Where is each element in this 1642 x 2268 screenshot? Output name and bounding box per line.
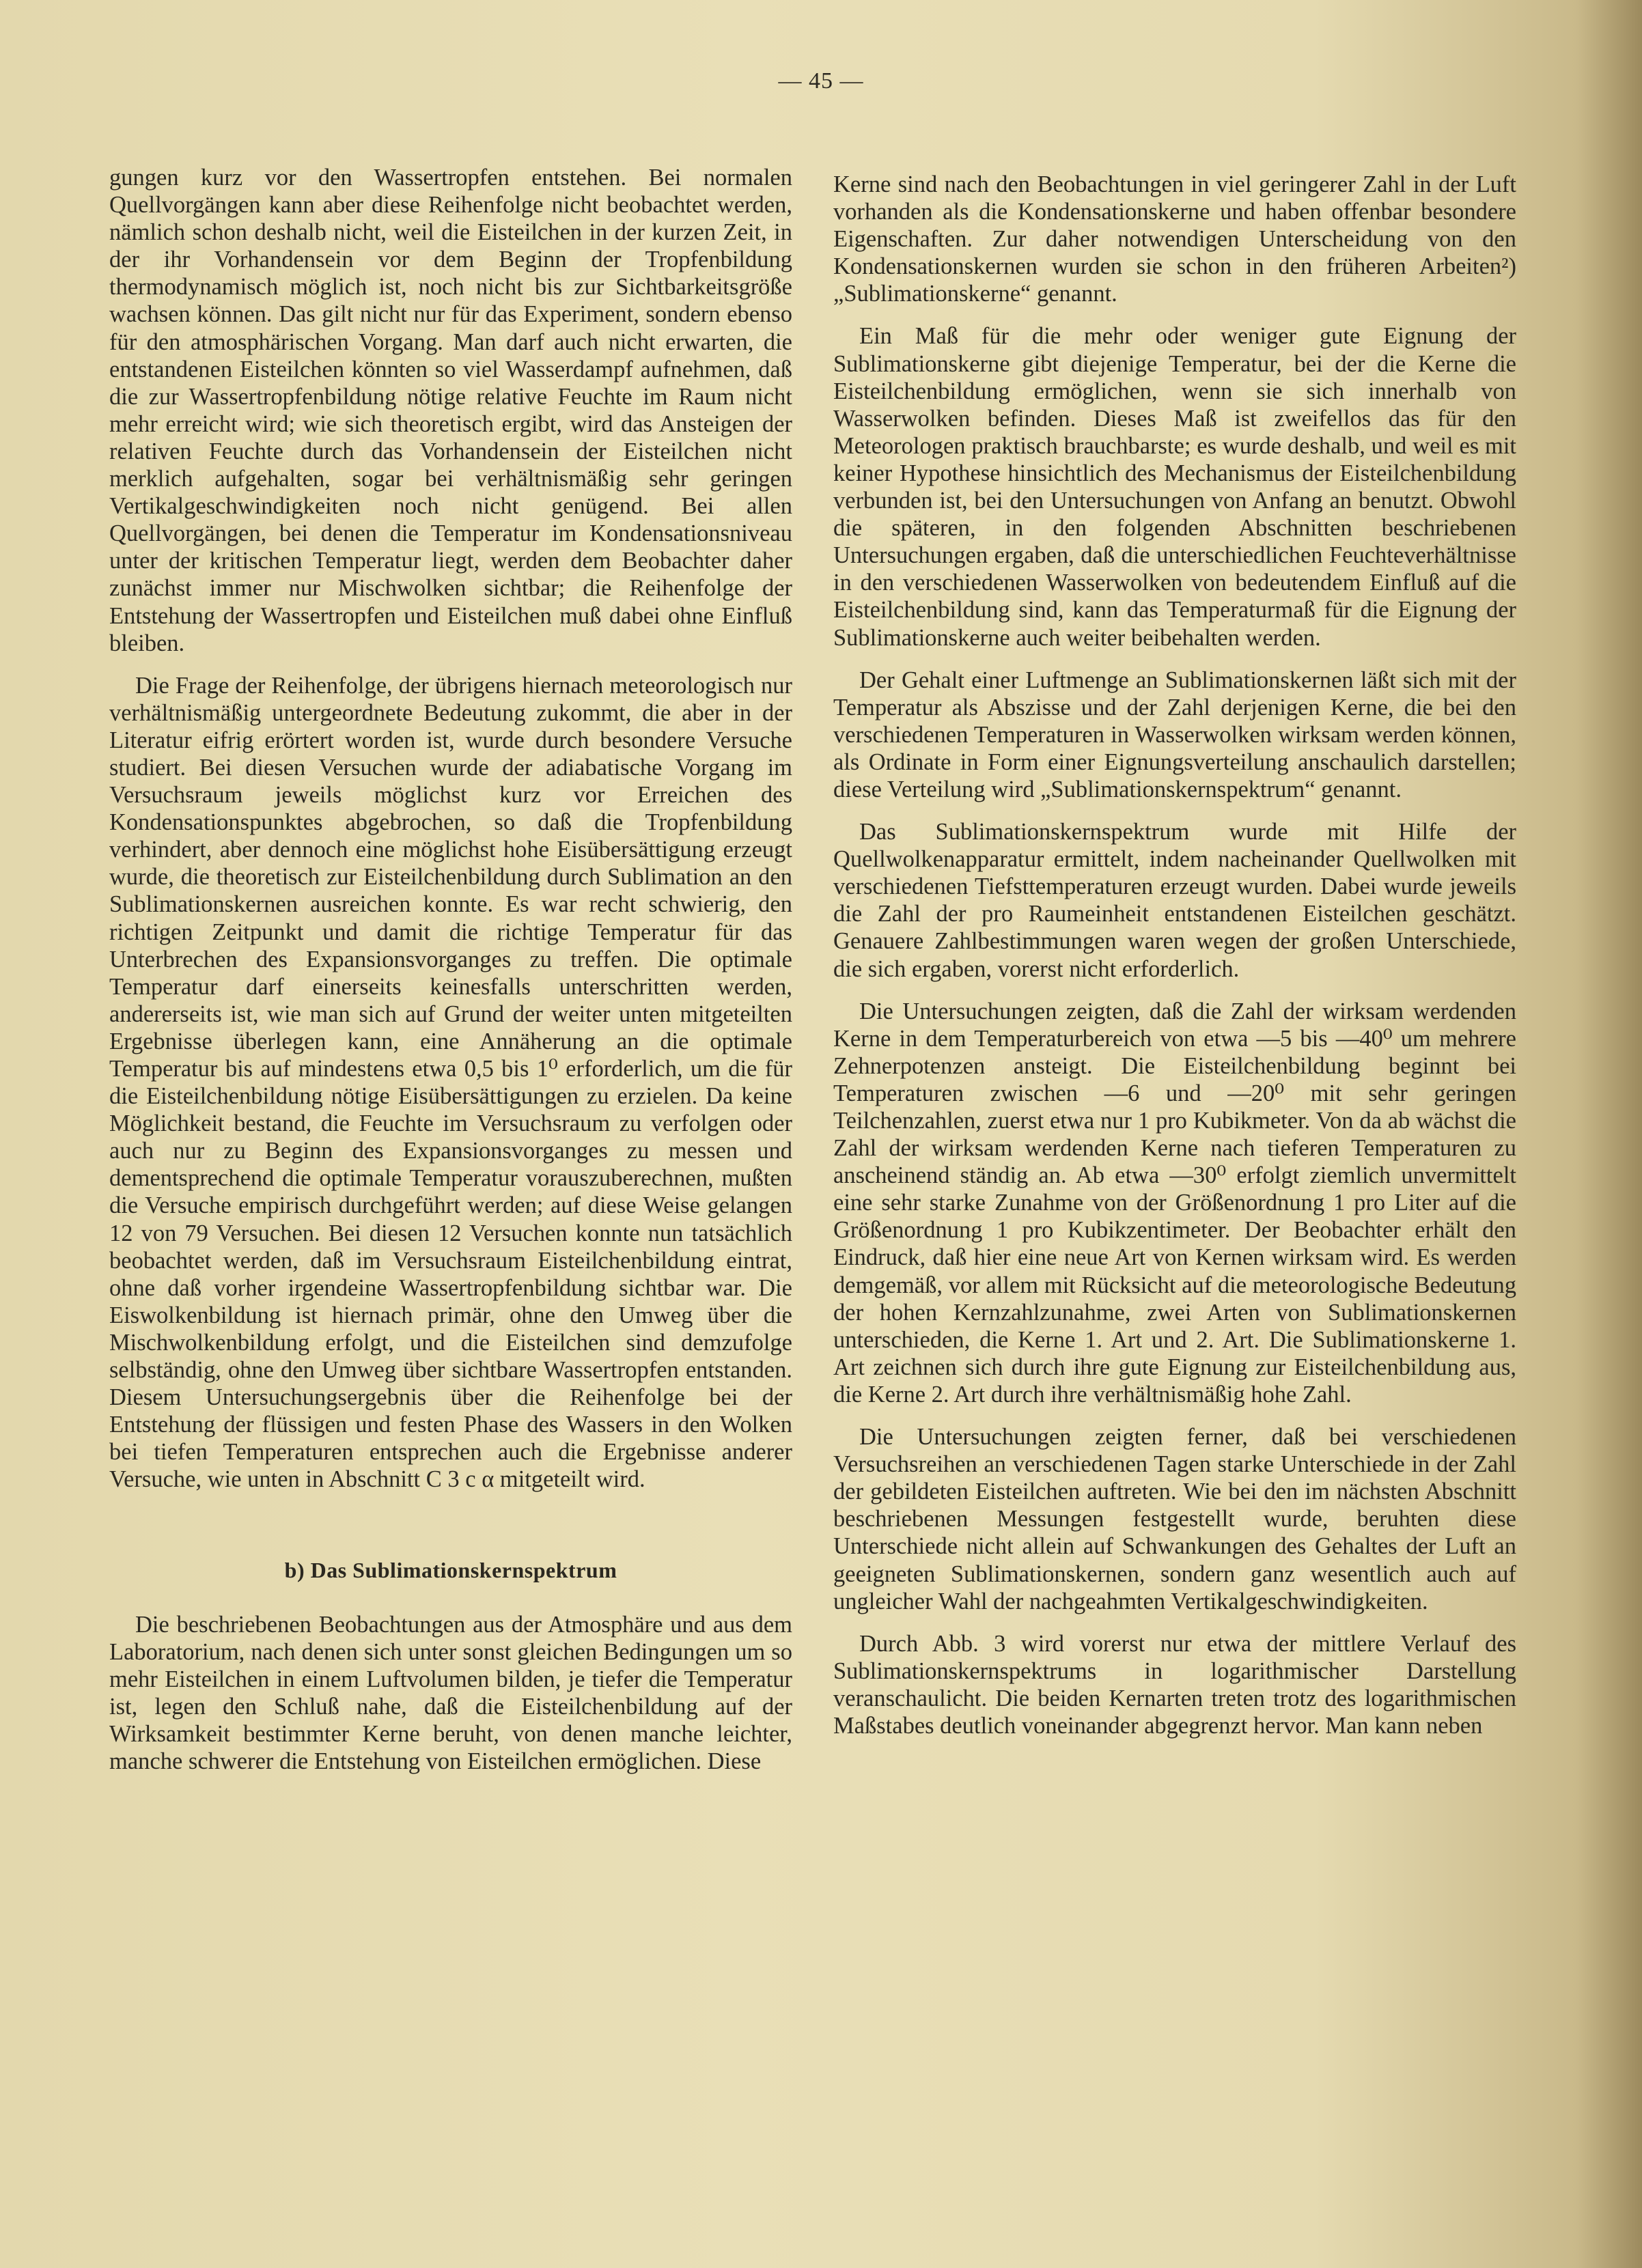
paragraph: Die Untersuchungen zeigten ferner, daß bei verschiedenen Versuchsreihen an verschiedenen Tagen starke Unterschiede in der Zahl der gebildeten Eisteilchen auftreten. Wie bei den im nächsten Abschnitt beschriebenen Messungen festgestellt wurde, beruhten diese Unterschiede nicht allein auf Schwankungen des Gehaltes der Luft an geeigneten Sublimationskernen, sondern ganz wesentlich auch auf ungleicher Wahl der nachgeahmten Vertikalgeschwindigkeiten. bbox=[833, 1424, 1516, 1614]
paragraph: Die Frage der Reihenfolge, der übrigens hiernach meteorologisch nur verhältnismäßig untergeordnete Bedeutung zukommt, die aber in der Literatur eifrig erörtert worden ist, wurde durch besondere Versuche studiert. Bei diesen Versuchen wurde der adiabatische Vorgang im Versuchsraum jeweils möglichst kurz vor Erreichen des Kondensationspunktes abgebrochen, so daß die Tropfenbildung verhindert, aber dennoch eine möglichst hohe Eisübersättigung erzeugt wurde, die theoretisch zur Eisteilchenbildung durch Sublimation an den Sublimationskernen ausreichen konnte. Es war recht schwierig, den richtigen Zeitpunkt und damit die richtige Temperatur für das Unterbrechen des Expansionsvorganges zu treffen. Die optimale Temperatur darf einerseits keinesfalls unterschritten werden, andererseits ist, wie man sich auf Grund der weiter unten mitgeteilten Ergebnisse überlegen kann, eine Annäherung an die optimale Temperatur bis auf mindestens etwa 0,5 bis 1⁰ erforderlich, um die für die Eisteilchenbildung nötige Eisübersättigungen zu erzielen. Da keine Möglichkeit bestand, die Feuchte im Versuchsraum zu verfolgen oder auch nur zu Beginn des Expansionsvorganges zu messen und dementsprechend die optimale Temperatur vorauszuberechnen, mußten die Versuche empirisch durchgeführt werden; auf diese Weise gelangen 12 von 79 Versuchen. Bei diesen 12 Versuchen konnte nun tatsächlich beobachtet werden, daß im Versuchsraum Eisteilchenbildung eintrat, ohne daß vorher irgendeine Wassertropfenbildung sichtbar war. Die Eiswolkenbildung ist hiernach primär, ohne den Umweg über die Mischwolkenbildung erfolgt, und die Eisteilchen sind demzufolge selbständig, ohne den Umweg über sichtbare Wassertropfen entstanden. Diesem Untersuchungsergebnis über die Reihenfolge bei der Entstehung der flüssigen und festen Phase des Wassers in den Wolken bei tiefen Temperaturen entsprechen auch die Ergebnisse anderer Versuche, wie unten in Abschnitt C 3 c α mitgeteilt wird. bbox=[109, 672, 792, 1493]
paragraph: Ein Maß für die mehr oder weniger gute Eignung der Sublimationskerne gibt diejenige Temperatur, bei der die Kerne die Eisteilchenbildung ermöglichen, wenn sie sich innerhalb von Wasserwolken befinden. Dieses Maß ist zweifellos das für den Meteorologen praktisch brauchbarste; es wurde deshalb, und weil es mit keiner Hypothese hinsichtlich des Mechanismus der Eisteilchenbildung verbunden ist, bei den Untersuchungen von Anfang an benutzt. Obwohl die späteren, in den folgenden Abschnitten beschriebenen Untersuchungen ergaben, daß die unterschiedlichen Feuchteverhältnisse in den verschiedenen Wasserwolken von bedeutendem Einfluß auf die Eisteilchenbildung sind, kann das Temperaturmaß für die Eignung der Sublimationskerne auch weiter beibehalten werden. bbox=[833, 323, 1516, 651]
right-column bbox=[833, 171, 1516, 1739]
paragraph: gungen kurz vor den Wassertropfen entstehen. Bei normalen Quellvorgängen kann aber diese Reihenfolge nicht beobachtet werden, nämlich schon deshalb nicht, weil die Eisteilchen in der kurzen Zeit, in der ihr Vorhandensein vor dem Beginn der Tropfenbildung thermodynamisch möglich ist, noch nicht bis zur Sichtbarkeitsgröße wachsen können. Das gilt nicht nur für das Experiment, sondern ebenso für den atmosphärischen Vorgang. Man darf auch nicht erwarten, die entstandenen Eisteilchen könnten so viel Wasserdampf aufnehmen, daß die zur Wassertropfenbildung nötige relative Feuchte im Raum nicht mehr erreicht wird; wie sich theoretisch ergibt, wird das Ansteigen der relativen Feuchte durch das Vorhandensein der Eisteilchen nicht merklich aufgehalten, sogar bei verhältnismäßig sehr geringen Vertikalgeschwindigkeiten noch nicht genügend. Bei allen Quellvorgängen, bei denen die Temperatur im Kondensationsniveau unter der kritischen Temperatur liegt, werden dem Beobachter daher zunächst immer nur Mischwolken sichtbar; die Reihenfolge der Entstehung der Wassertropfen und Eisteilchen muß dabei ohne Einfluß bleiben. bbox=[109, 165, 792, 656]
paragraph: Die beschriebenen Beobachtungen aus der Atmosphäre und aus dem Laboratorium, nach denen sich unter sonst gleichen Bedingungen um so mehr Eisteilchen in einem Luftvolumen bilden, je tiefer die Temperatur ist, legen den Schluß nahe, daß die Eisteilchenbildung auf der Wirksamkeit bestimmter Kerne beruht, von denen manche leichter, manche schwerer die Entstehung von Eisteilchen ermöglichen. Diese bbox=[109, 1611, 792, 1775]
paragraph: Das Sublimationskernspektrum wurde mit Hilfe der Quellwolkenapparatur ermittelt, indem nacheinander Quellwolken mit verschiedenen Tiefsttemperaturen erzeugt wurden. Dabei wurde jeweils die Zahl der pro Raumeinheit entstandenen Eisteilchen geschätzt. Genauere Zahlbestimmungen waren wegen der großen Unterschiede, die sich ergaben, vorerst nicht erforderlich. bbox=[833, 819, 1516, 982]
paragraph: Der Gehalt einer Luftmenge an Sublimationskernen läßt sich mit der Temperatur als Abszisse und der Zahl derjenigen Kerne, die bei den verschiedenen Temperaturen in Wasserwolken wirksam werden können, als Ordinate in Form einer Eignungsverteilung anschaulich darstellen; diese Verteilung wird „Sublimationskernspektrum“ genannt. bbox=[833, 667, 1516, 802]
paragraph: Durch Abb. 3 wird vorerst nur etwa der mittlere Verlauf des Sublimationskernspektrums in logarithmischer Darstellung veranschaulicht. Die beiden Kernarten treten trotz des logarithmischen Maßstabes deutlich voneinander abgegrenzt hervor. Man kann neben bbox=[833, 1630, 1516, 1739]
section-heading: b) Das Sublimationskernspektrum bbox=[284, 1557, 617, 1582]
paragraph: Die Untersuchungen zeigten, daß die Zahl der wirksam werdenden Kerne in dem Temperaturbereich von etwa —5 bis —40⁰ um mehrere Zehnerpotenzen ansteigt. Die Eisteilchenbildung beginnt bei Temperaturen zwischen —6 und —20⁰ mit sehr geringen Teilchenzahlen, zuerst etwa nur 1 pro Kubikmeter. Von da ab wächst die Zahl der wirksam werdenden Kerne nach tieferen Temperaturen zu anscheinend ständig an. Ab etwa —30⁰ erfolgt ziemlich unvermittelt eine sehr starke Zunahme von der Größenordnung 1 pro Liter auf die Größenordnung 1 pro Kubikzentimeter. Der Beobachter erhält den Eindruck, daß hier eine neue Art von Kernen wirksam wird. Es werden demgemäß, vor allem mit Rücksicht auf die meteorologische Bedeutung der hohen Kernzahlzunahme, zwei Arten von Sublimationskernen unterschieden, die Kerne 1. Art und 2. Art. Die Sublimationskerne 1. Art zeichnen sich durch ihre gute Eignung zur Eisteilchenbildung aus, die Kerne 2. Art durch ihre verhältnismäßig hohe Zahl. bbox=[833, 998, 1516, 1408]
left-column bbox=[109, 164, 792, 1775]
page-number: — 45 — bbox=[778, 68, 864, 94]
paragraph: Kerne sind nach den Beobachtungen in viel geringerer Zahl in der Luft vorhanden als die Kondensationskerne und haben offenbar besondere Eigenschaften. Zur daher notwendigen Unterscheidung von den Kondensationskernen wurden sie schon in den früheren Arbeiten²) „Sublimationskerne“ genannt. bbox=[833, 171, 1516, 307]
